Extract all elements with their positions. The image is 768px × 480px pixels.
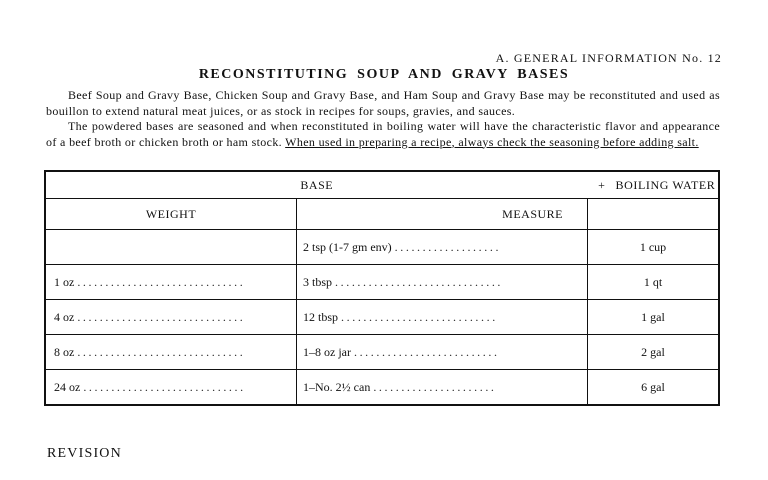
water-cell: 1 qt [588, 265, 720, 300]
water-cell: 2 gal [588, 335, 720, 370]
measure-value: 2 tsp (1-7 gm env) [303, 239, 392, 254]
leader-dots: ............................ [341, 309, 498, 324]
base-header-label: BASE [300, 177, 334, 192]
measure-cell [297, 265, 588, 300]
weight-value: 4 oz [54, 309, 75, 324]
weight-cell [45, 265, 297, 300]
boiling-water-header [588, 171, 720, 199]
page-title: RECONSTITUTING SOUP AND GRAVY BASES [198, 67, 570, 82]
measure-cell [297, 335, 588, 370]
measure-value: 1–8 oz jar [303, 344, 351, 359]
seasoning-text: The powdered bases are seasoned and when reconstituted in boiling water will have the characteristic flavor and appearance of a beef broth or chicken broth or ham stock. [46, 119, 720, 149]
measure-cell [297, 370, 588, 406]
boiling-water-label: BOILING WATER [615, 177, 716, 192]
leader-dots: ............................. [83, 379, 246, 394]
plus-sign: + [598, 177, 605, 192]
measure-value: 3 tbsp [303, 274, 333, 289]
base-header [45, 171, 588, 199]
table-row [45, 370, 719, 406]
weight-header: WEIGHT [45, 199, 297, 230]
weight-value: 8 oz [54, 344, 75, 359]
measure-cell [297, 300, 588, 335]
table-header-row [45, 171, 719, 199]
weight-cell [45, 230, 297, 265]
table-subheader-row [45, 199, 719, 230]
measure-value: 12 tbsp [303, 309, 339, 324]
document-code: A. GENERAL INFORMATION No. 12 [495, 51, 722, 65]
measure-header: MEASURE [297, 199, 588, 230]
measure-value: 1–No. 2½ can [303, 379, 371, 394]
seasoning-warning: When used in preparing a recipe, always check the seasoning before adding salt. [285, 134, 699, 149]
table-row [45, 230, 719, 265]
water-cell: 6 gal [588, 370, 720, 406]
water-subheader-blank [588, 199, 720, 230]
measure-cell [297, 230, 588, 265]
reconstitution-table [44, 170, 720, 406]
leader-dots: .............................. [77, 274, 246, 289]
water-cell: 1 cup [588, 230, 720, 265]
intro-text: Beef Soup and Gravy Base, Chicken Soup and Gravy Base, and Ham Soup and Gravy Base may be reconstituted and used as bouillon to extend natural meat juices, or as stock in recipes for soups, gravies, and sauces. [46, 88, 720, 118]
table-row [45, 265, 719, 300]
seasoning-paragraph [46, 119, 720, 150]
intro-paragraph [46, 88, 720, 119]
weight-value: 24 oz [54, 379, 81, 394]
leader-dots: .............................. [335, 274, 504, 289]
leader-dots: .............................. [77, 309, 246, 324]
leader-dots: .......................... [353, 344, 500, 359]
water-cell: 1 gal [588, 300, 720, 335]
table-row [45, 335, 719, 370]
leader-dots: .............................. [77, 344, 246, 359]
leader-dots: ................... [394, 239, 502, 254]
leader-dots: ...................... [373, 379, 497, 394]
table-row [45, 300, 719, 335]
weight-cell [45, 335, 297, 370]
weight-value: 1 oz [54, 274, 75, 289]
weight-cell [45, 300, 297, 335]
weight-cell [45, 370, 297, 406]
revision-label: REVISION [47, 446, 122, 461]
